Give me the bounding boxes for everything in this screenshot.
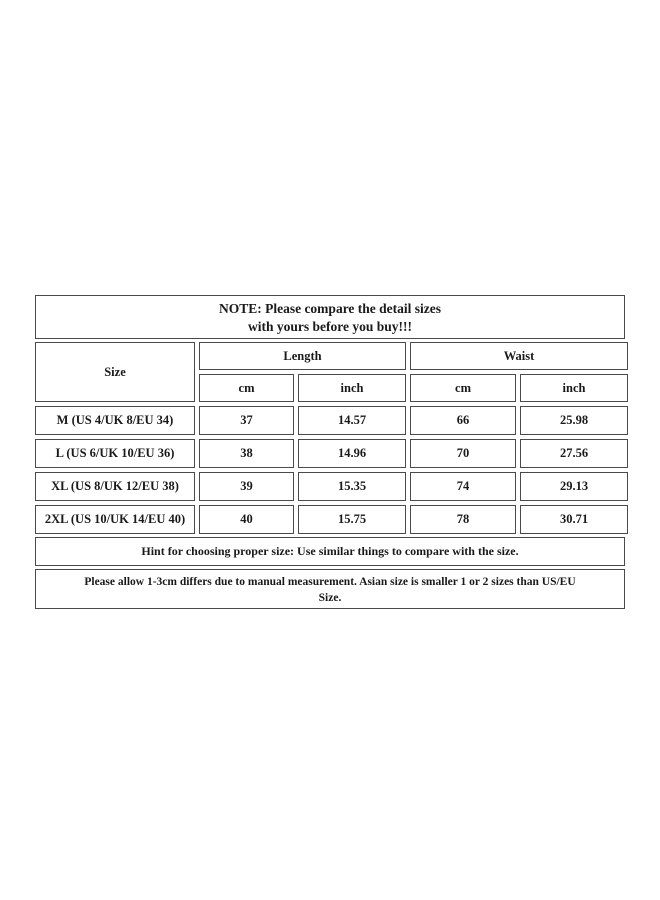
waist-column-header: Waist [410,342,628,370]
length-inch-unit: inch [298,374,406,402]
length-cm-value: 37 [199,406,294,435]
size-label: 2XL (US 10/UK 14/EU 40) [35,505,195,534]
length-inch-value: 15.35 [298,472,406,501]
waist-inch-value: 27.56 [520,439,628,468]
waist-inch-value: 25.98 [520,406,628,435]
waist-inch-unit: inch [520,374,628,402]
waist-cm-value: 70 [410,439,516,468]
length-cm-value: 39 [199,472,294,501]
waist-cm-value: 78 [410,505,516,534]
size-label: XL (US 8/UK 12/EU 38) [35,472,195,501]
disclaimer-line-2: Size. [318,592,342,604]
sizing-hint-text: Hint for choosing proper size: Use similar things to compare with the size. [141,544,519,558]
waist-cm-unit: cm [410,374,516,402]
length-inch-value: 15.75 [298,505,406,534]
measurement-disclaimer [35,569,625,609]
waist-cm-value: 74 [410,472,516,501]
size-label: L (US 6/UK 10/EU 36) [35,439,195,468]
waist-cm-value: 66 [410,406,516,435]
size-column-header: Size [35,342,195,402]
disclaimer-line-1: Please allow 1-3cm differs due to manual measurement. Asian size is smaller 1 or 2 sizes than US/EU [84,576,576,588]
size-label: M (US 4/UK 8/EU 34) [35,406,195,435]
length-column-header: Length [199,342,406,370]
sizing-hint [35,537,625,566]
note-line-2: with yours before you buy!!! [247,319,412,334]
note-banner [35,295,625,339]
waist-inch-value: 29.13 [520,472,628,501]
note-line-1: NOTE: Please compare the detail sizes [218,301,442,316]
length-cm-value: 40 [199,505,294,534]
size-chart [35,295,625,609]
waist-inch-value: 30.71 [520,505,628,534]
length-inch-value: 14.96 [298,439,406,468]
length-cm-unit: cm [199,374,294,402]
length-cm-value: 38 [199,439,294,468]
size-table [35,342,625,534]
length-inch-value: 14.57 [298,406,406,435]
